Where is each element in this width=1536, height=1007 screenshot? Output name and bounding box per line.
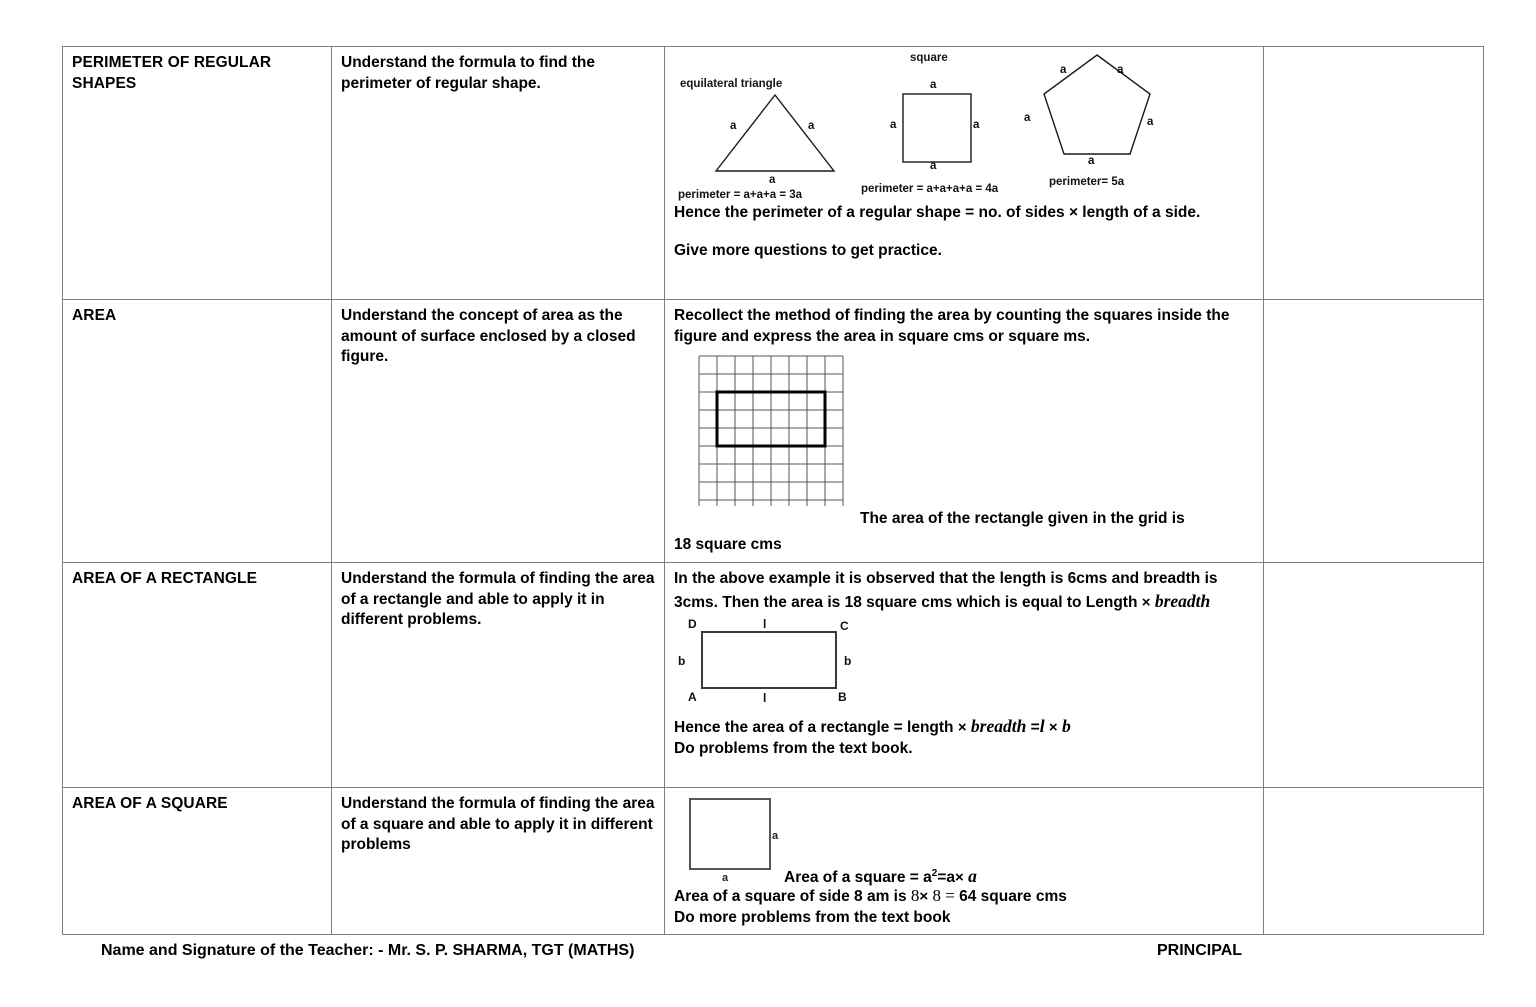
multiplication-sign: × — [957, 719, 967, 737]
rectangle-length-label-bottom: l — [763, 691, 767, 706]
content-cell-perimeter — [665, 47, 1264, 300]
rectangle-example-text — [674, 569, 1255, 613]
triangle-title: equilateral triangle — [680, 78, 783, 90]
principal-label: PRINCIPAL — [1157, 942, 1243, 959]
rectangle-breadth-label-right: b — [844, 654, 852, 669]
multiplication-sign: × — [955, 869, 964, 886]
rectangle-formula-part1: Hence the area of a rectangle = length — [674, 719, 958, 737]
pentagon-side-label-right: a — [1147, 116, 1154, 128]
content-cell-area-rectangle — [665, 563, 1264, 788]
page-footer — [0, 942, 1536, 982]
content-cell-area-square — [665, 788, 1264, 935]
topic-label: AREA — [72, 307, 117, 324]
pentagon-side-label-left: a — [1024, 112, 1031, 124]
square-shape-icon — [897, 76, 979, 172]
pentagon-side-label-upper-left: a — [1060, 64, 1067, 76]
objective-cell-area-square — [332, 788, 665, 935]
square-side-label-right: a — [973, 119, 980, 131]
rectangle-practice-text: Do problems from the text book. — [674, 739, 913, 757]
rectangle-abcd-figure — [674, 617, 1249, 715]
content-cell-area — [665, 300, 1264, 563]
rectangle-breadth-label-left: b — [678, 654, 686, 669]
topic-label: PERIMETER OF REGULAR SHAPES — [72, 54, 272, 92]
triangle-side-label-bottom: a — [769, 174, 776, 186]
multiplication-sign: × — [919, 888, 929, 905]
square-shape-icon — [684, 795, 780, 875]
objective-text: Understand the formula to find the perimeter of regular shape. — [341, 54, 596, 92]
side-math-term: a — [968, 866, 977, 886]
breadth-math-term: breadth — [970, 716, 1027, 737]
pentagon-side-label-upper-right: a — [1117, 64, 1124, 76]
remarks-cell-area-rectangle — [1264, 563, 1484, 788]
rectangle-vertex-c: C — [840, 619, 849, 634]
perimeter-rule-text: Hence the perimeter of a regular shape = no. of sides × length of a side. — [674, 204, 1201, 221]
area-grid-figure — [674, 351, 1249, 533]
counting-squares-grid-icon — [694, 351, 849, 511]
objective-cell-area — [332, 300, 665, 563]
topic-cell-perimeter — [63, 47, 332, 300]
rectangle-vertex-d: D — [688, 617, 697, 632]
objective-text: Understand the formula of finding the area of a square and able to apply it in different problems — [341, 795, 655, 854]
length-symbol: l — [1039, 716, 1045, 737]
square-formula-part2: =a — [937, 869, 955, 886]
table-row — [63, 47, 1484, 300]
objective-cell-perimeter — [332, 47, 665, 300]
rectangle-length-label-top: l — [763, 617, 767, 632]
topic-cell-area-square — [63, 788, 332, 935]
rectangle-area-formula — [674, 715, 1255, 739]
square-formula-part1: Area of a square = a — [784, 869, 932, 886]
triangle-perimeter-formula: perimeter = a+a+a = 3a — [678, 189, 803, 201]
square-side-label-bottom: a — [930, 160, 937, 172]
square-area-formula — [784, 865, 977, 889]
pentagon-side-label-bottom: a — [1088, 155, 1095, 167]
eight-equals: 8 = — [932, 886, 955, 905]
square-side-label-bottom: a — [722, 872, 729, 884]
pentagon-perimeter-formula: perimeter= 5a — [1049, 176, 1125, 188]
objective-text: Understand the formula of finding the area of a rectangle and able to apply it in different problems. — [341, 570, 655, 629]
remarks-cell-area-square — [1264, 788, 1484, 935]
triangle-side-label-left: a — [730, 120, 737, 132]
square-example-part1: Area of a square of side 8 am is — [674, 888, 911, 905]
table-row — [63, 788, 1484, 935]
rectangle-example-part1: In the above example it is observed that the length is 6cms and breadth is 3cms. Then the area is 18 square cms which is equal to Length — [674, 570, 1218, 611]
topic-label: AREA OF A SQUARE — [72, 795, 228, 812]
objective-cell-area-rectangle — [332, 563, 665, 788]
table-row — [63, 563, 1484, 788]
square-area-figure — [674, 793, 1249, 885]
topic-label: AREA OF A RECTANGLE — [72, 570, 258, 587]
pentagon-shape-icon — [1037, 49, 1157, 161]
rectangle-shape-icon — [686, 620, 856, 700]
perimeter-practice-text: Give more questions to get practice. — [674, 241, 942, 259]
area-grid-caption-value: 18 square cms — [674, 536, 782, 554]
area-intro-text: Recollect the method of finding the area by counting the squares inside the figure and express the area in square cms or square ms. — [674, 307, 1230, 345]
breadth-symbol: b — [1061, 716, 1071, 737]
triangle-side-label-right: a — [808, 120, 815, 132]
equals-sign: = — [1026, 719, 1040, 737]
table-row — [63, 300, 1484, 563]
rectangle-vertex-b: B — [838, 690, 847, 705]
area-grid-caption: The area of the rectangle given in the grid is — [860, 510, 1185, 528]
square-title: square — [910, 52, 948, 64]
multiplication-sign: × — [1141, 593, 1151, 611]
objective-text: Understand the concept of area as the amount of surface enclosed by a closed figure. — [341, 307, 636, 366]
teacher-signature-line: Name and Signature of the Teacher: - Mr. S. P. SHARMA, TGT (MATHS) — [101, 942, 635, 959]
paragraph-spacer — [674, 224, 1255, 241]
topic-cell-area-rectangle — [63, 563, 332, 788]
square-perimeter-formula: perimeter = a+a+a+a = 4a — [861, 183, 999, 195]
square-side-label-top: a — [930, 79, 937, 91]
remarks-cell-area — [1264, 300, 1484, 563]
superscript-two: 2 — [931, 867, 938, 879]
square-side-label-right: a — [772, 830, 779, 842]
square-practice-text: Do more problems from the text book — [674, 908, 951, 926]
eight-value: 8 — [910, 886, 920, 905]
remarks-cell-perimeter — [1264, 47, 1484, 300]
topic-cell-area — [63, 300, 332, 563]
square-side-label-left: a — [890, 119, 897, 131]
lesson-plan-table — [62, 46, 1484, 935]
multiplication-sign: × — [1048, 719, 1058, 737]
square-example-result: 64 square cms — [954, 888, 1067, 905]
regular-shapes-figure — [672, 49, 1247, 201]
breadth-math-term: breadth — [1154, 590, 1211, 611]
rectangle-vertex-a: A — [688, 690, 697, 705]
